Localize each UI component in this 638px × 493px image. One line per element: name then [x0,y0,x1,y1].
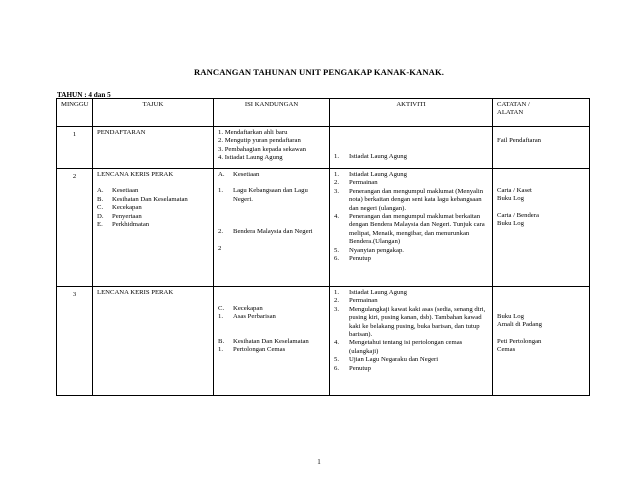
catatan-line: Buku Log [497,220,524,228]
tajuk-title: LENCANA KERIS PERAK [97,171,174,178]
catatan-line: Carta / Kaset [497,187,532,194]
header-minggu: MINGGU [57,99,93,127]
catatan-line: Fail Pendaftaran [497,137,542,144]
tajuk-item: E. Perkhidmatan [97,221,150,229]
page-number: 1 [317,458,321,466]
header-aktiviti: AKTIVITI [330,99,493,127]
row-catatan [493,169,590,287]
aktiviti-item: 6. Penutup [334,255,371,263]
tajuk-item: B. Kesihatan Dan Keselamatan [97,195,188,203]
isi-line: 2. Mengutip yuran pendaftaran [218,137,301,145]
row-aktiviti [330,169,493,287]
catatan-line: Amali di Padang [497,321,542,329]
header-catatan [493,99,590,127]
aktiviti-item: 3. Penerangan dan mengumpul maklumat (Menyalin nota) berkaitan dengan seni kata lagu kebangsaan dan negeri (ulangan). [334,187,484,212]
isi-line: 3. Pembahagian kepada sekawan [218,145,307,153]
catatan-line: Buku Log [497,313,524,320]
isi-item: A. Kesetiaan [218,171,260,178]
row-minggu: 2 [57,169,93,287]
aktiviti-item: 1. Istiadat Laung Agung [334,171,407,178]
header-isi: ISI KANDUNGAN [214,99,330,127]
plan-table [56,98,590,396]
catatan-line: Cemas [497,346,516,354]
tajuk-item: D. Penyertaan [97,212,142,220]
tajuk-item: A. Kesetiaan [97,187,139,195]
page-title: RANCANGAN TAHUNAN UNIT PENGAKAP KANAK-KANAK. [193,67,445,77]
isi-item: C. Kecekapan [218,305,263,312]
isi-item: 2. Bendera Malaysia dan Negeri [218,228,313,236]
catatan-line: Peti Pertolongan [497,337,542,345]
aktiviti-item: 5. Ujian Lagu Negaraku dan Negeri [334,356,439,364]
aktiviti-item: 1. Istiadat Laung Agung [334,289,407,296]
row-isi [214,127,330,169]
row-catatan [493,287,590,396]
header-row [57,99,590,127]
isi-item: 1. Asas Perbarisan [218,313,276,321]
table-row [57,169,590,287]
header-catatan-line2: ALATAN [497,109,524,117]
row-minggu: 1 [57,127,93,169]
isi-line: 4. Istiadat Laung Agung [218,154,283,162]
table-row [57,287,590,396]
aktiviti-item: 1. Istiadat Laung Agung [334,153,407,160]
aktiviti-item: 2. Permainan [334,179,378,187]
header-catatan-line1: CATATAN / [497,101,530,108]
aktiviti-item: 4. Penerangan dan mengumpul maklumat berkaitan dengan Bendera Malaysia dan Negeri. Tunjuk cara melipat, Menaik, mengibar, dan menurunkan Bendera.(Ulangan) [334,213,485,246]
row-aktiviti [330,287,493,396]
header-tajuk: TAJUK [93,99,214,127]
table-row [57,127,590,169]
row-tajuk: LENCANA KERIS PERAK [93,287,214,396]
aktiviti-item: 5. Nyanyian pengakap. [334,246,404,254]
isi-line: 2 [218,244,222,252]
tajuk-item: C. Kecekapan [97,204,142,212]
row-tajuk: PENDAFTARAN [93,127,214,169]
row-isi [214,169,330,287]
isi-item: B. Kesihatan Dan Keselamatan [218,337,309,345]
row-catatan [493,127,590,169]
isi-item: 1. Lagu Kebangsaan dan Lagu Negeri. [218,187,308,203]
row-tajuk [93,169,214,287]
aktiviti-item: 6. Penutup [334,364,371,372]
catatan-line: Carta / Bendera [497,211,539,219]
catatan-line: Buku Log [497,195,524,203]
row-isi [214,287,330,396]
aktiviti-item: 2. Permainan [334,297,378,305]
aktiviti-item: 4. Mengetahui tentang isi pertolongan cemas (ulangkaji) [334,339,463,355]
aktiviti-item: 3. Mengulangkaji kawat kaki asas (sedia, senang diri, pusing kiri, pusing kanan, dsb). Tambahan kawad kaki ke belakang pusing, buka barisan, dan tutup barisan). [334,305,486,339]
isi-item: 1. Pertolongan Cemas [218,346,286,354]
row-minggu: 3 [57,287,93,396]
isi-line: 1. Mendaftarkan ahli baru [218,129,288,136]
year-label: TAHUN : 4 dan 5 [57,91,111,99]
row-aktiviti [330,127,493,169]
